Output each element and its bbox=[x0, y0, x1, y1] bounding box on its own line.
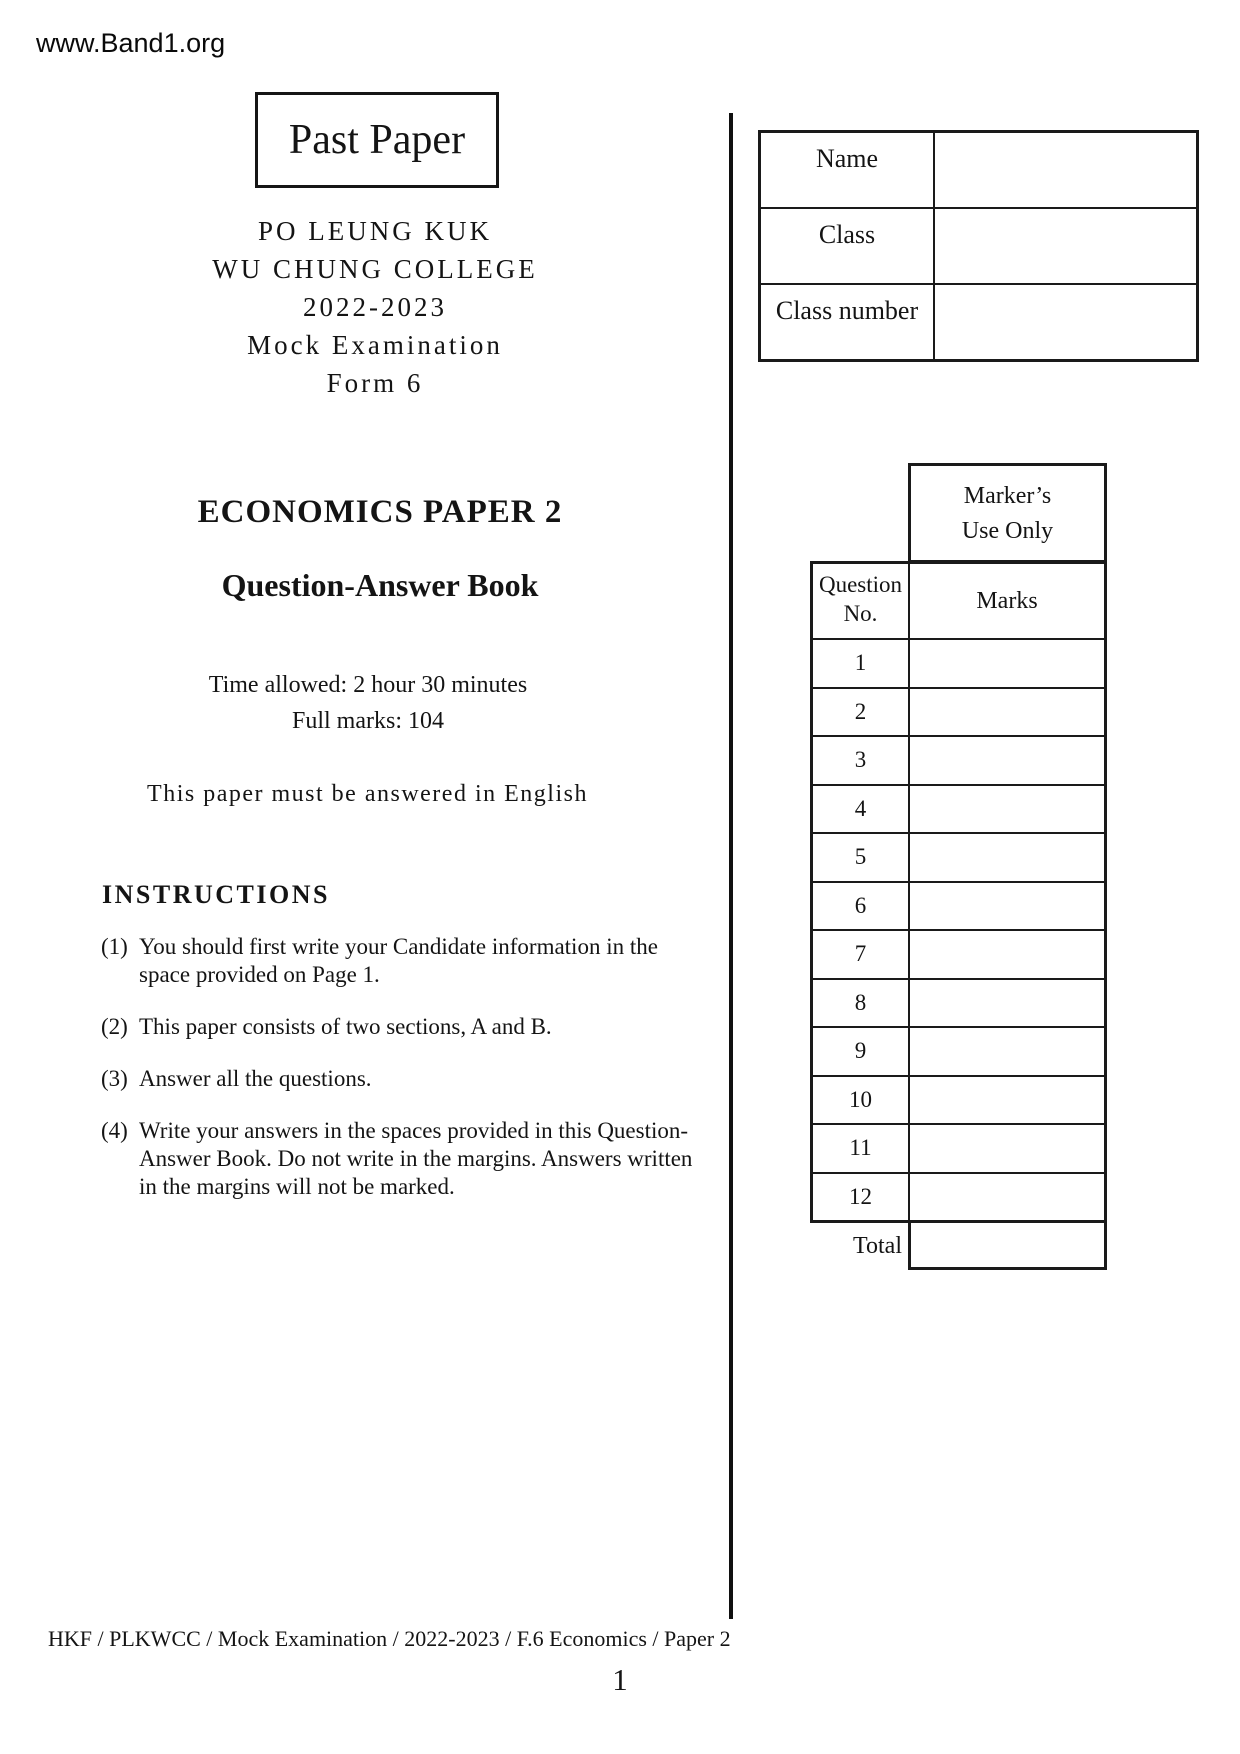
instruction-number: (3) bbox=[101, 1066, 128, 1091]
markers-use-only-line1: Marker’s bbox=[963, 483, 1052, 509]
instruction-text: Write your answers in the spaces provided in this Question-Answer Book. Do not write in the margins. Answers written in the margins will not be marked. bbox=[139, 1118, 693, 1199]
question-header-line1: Question bbox=[818, 572, 903, 597]
total-marks-cell bbox=[908, 1220, 1107, 1270]
instruction-item bbox=[101, 933, 713, 989]
candidate-info-table bbox=[758, 130, 1199, 362]
class-input-cell[interactable] bbox=[935, 209, 1196, 283]
exam-name: Mock Examination bbox=[247, 330, 503, 360]
school-year: 2022-2023 bbox=[303, 292, 447, 322]
name-input-cell[interactable] bbox=[935, 133, 1196, 207]
watermark-site-url: www.Band1.org bbox=[36, 28, 226, 58]
page-number: 1 bbox=[612, 1662, 628, 1697]
marks-table bbox=[810, 561, 1107, 1223]
marks-cell bbox=[910, 786, 1104, 833]
instruction-item bbox=[101, 1013, 713, 1041]
language-note: This paper must be answered in English bbox=[147, 781, 588, 807]
class-label-cell: Class bbox=[761, 209, 933, 283]
marks-cell bbox=[910, 1077, 1104, 1124]
question-number-cell: 4 bbox=[813, 786, 908, 833]
question-number-cell: 12 bbox=[813, 1174, 908, 1221]
total-label: Total bbox=[853, 1233, 902, 1259]
instructions-heading: INSTRUCTIONS bbox=[102, 880, 330, 909]
class-number-label-cell: Class number bbox=[761, 285, 933, 359]
question-no-header-cell bbox=[813, 564, 908, 638]
marks-cell bbox=[910, 980, 1104, 1027]
time-marks-block bbox=[118, 667, 618, 739]
question-number-cell: 1 bbox=[813, 640, 908, 687]
marks-cell bbox=[910, 883, 1104, 930]
class-number-input-cell[interactable] bbox=[935, 285, 1196, 359]
marks-cell bbox=[910, 1028, 1104, 1075]
marks-header-cell: Marks bbox=[910, 564, 1104, 638]
question-number-cell: 3 bbox=[813, 737, 908, 784]
marks-cell bbox=[910, 640, 1104, 687]
instruction-number: (2) bbox=[101, 1014, 128, 1039]
marks-cell bbox=[910, 1125, 1104, 1172]
name-label-cell: Name bbox=[761, 133, 933, 207]
time-allowed: Time allowed: 2 hour 30 minutes bbox=[208, 672, 528, 698]
vertical-divider-line bbox=[729, 113, 733, 1619]
question-header-line2: No. bbox=[843, 601, 878, 626]
markers-use-only-box bbox=[908, 463, 1107, 563]
instruction-item bbox=[101, 1117, 713, 1201]
marks-cell bbox=[910, 689, 1104, 736]
past-paper-stamp-label: Past Paper bbox=[288, 117, 466, 163]
question-number-cell: 5 bbox=[813, 834, 908, 881]
marks-cell bbox=[910, 737, 1104, 784]
markers-use-only-line2: Use Only bbox=[961, 518, 1054, 544]
question-number-cell: 7 bbox=[813, 931, 908, 978]
instructions-list bbox=[101, 933, 713, 1225]
instruction-number: (4) bbox=[101, 1118, 128, 1143]
form-level: Form 6 bbox=[326, 368, 424, 398]
question-number-cell: 2 bbox=[813, 689, 908, 736]
marks-cell bbox=[910, 931, 1104, 978]
marks-cell bbox=[910, 1174, 1104, 1221]
instruction-item bbox=[101, 1065, 713, 1093]
question-number-cell: 11 bbox=[813, 1125, 908, 1172]
instruction-number: (1) bbox=[101, 934, 128, 959]
question-number-cell: 6 bbox=[813, 883, 908, 930]
instruction-text: This paper consists of two sections, A and B. bbox=[139, 1014, 552, 1039]
question-number-cell: 10 bbox=[813, 1077, 908, 1124]
school-name-line1: PO LEUNG KUK bbox=[258, 216, 492, 246]
question-number-cell: 8 bbox=[813, 980, 908, 1027]
question-number-cell: 9 bbox=[813, 1028, 908, 1075]
instruction-text: You should first write your Candidate information in the space provided on Page 1. bbox=[139, 934, 658, 987]
footer-document-code: HKF / PLKWCC / Mock Examination / 2022-2023 / F.6 Economics / Paper 2 bbox=[48, 1626, 731, 1651]
full-marks: Full marks: 104 bbox=[291, 708, 444, 734]
school-name-line2: WU CHUNG COLLEGE bbox=[212, 254, 538, 284]
past-paper-stamp-box bbox=[255, 92, 499, 188]
marks-cell bbox=[910, 834, 1104, 881]
instruction-text: Answer all the questions. bbox=[139, 1066, 372, 1091]
paper-subtitle: Question-Answer Book bbox=[221, 567, 539, 603]
paper-title: ECONOMICS PAPER 2 bbox=[197, 494, 563, 530]
school-header bbox=[155, 212, 595, 402]
